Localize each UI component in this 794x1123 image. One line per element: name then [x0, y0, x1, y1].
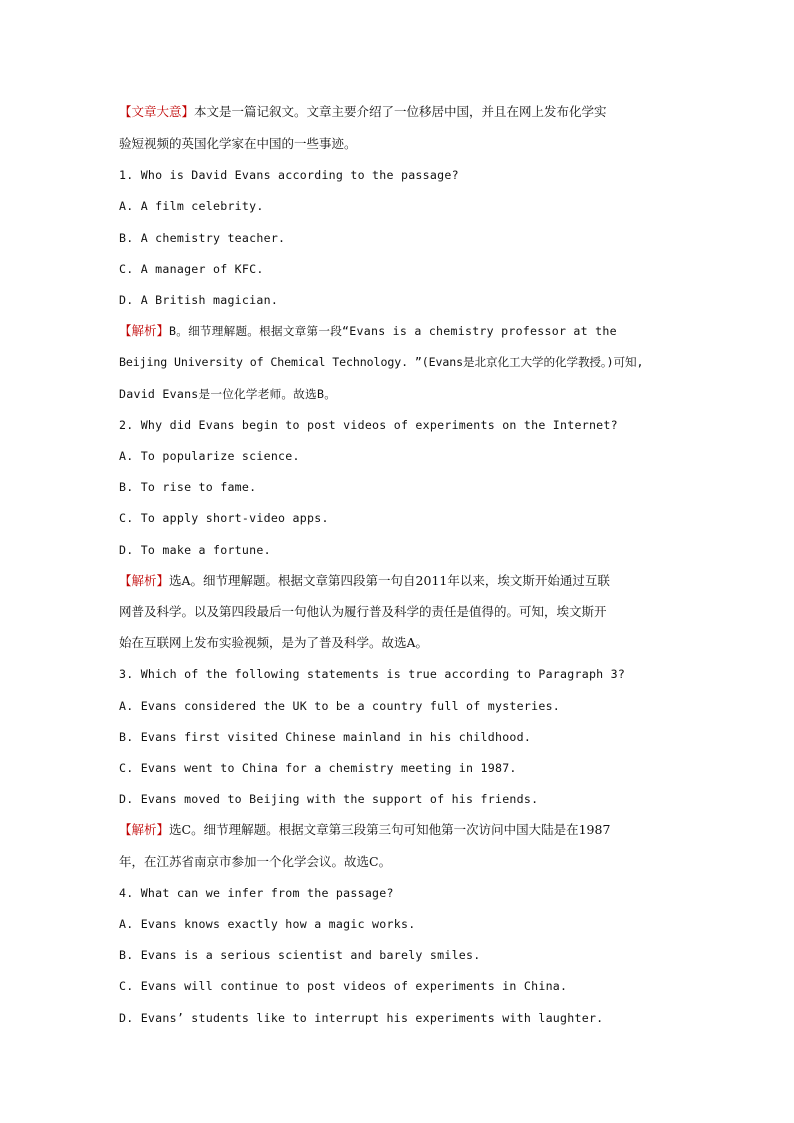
intro-paragraph-line-2: 验短视频的英国化学家在中国的一些事迹。: [119, 136, 357, 151]
question-1-option-c: C. A manager of KFC.: [119, 262, 264, 276]
question-2-option-b: B. To rise to fame.: [119, 480, 257, 494]
question-3-option-b: B. Evans first visited Chinese mainland in his childhood.: [119, 730, 532, 744]
analysis-text: 选A。细节理解题。根据文章第四段第一句自2011年以来，埃文斯开始通过互联: [169, 573, 610, 588]
question-4-option-d: D. Evans’ students like to interrupt his experiments with laughter.: [119, 1011, 604, 1025]
analysis-text: 选C。细节理解题。根据文章第三段第三句可知他第一次访问中国大陆是在1987: [169, 822, 611, 837]
question-3-analysis-line-1: [119, 821, 689, 839]
question-1-analysis-line-2: Beijing University of Chemical Technology. ”(Evans是北京化工大学的化学教授。)可知,: [119, 355, 644, 369]
question-3-option-c: C. Evans went to China for a chemistry meeting in 1987.: [119, 761, 517, 775]
question-1-option-b: B. A chemistry teacher.: [119, 231, 286, 245]
question-2-analysis-line-1: [119, 572, 689, 590]
question-1-stem: 1. Who is David Evans according to the passage?: [119, 168, 459, 182]
question-4-stem: 4. What can we infer from the passage?: [119, 886, 394, 900]
question-4-option-a: A. Evans knows exactly how a magic works.: [119, 917, 416, 931]
question-2-option-a: A. To popularize science.: [119, 449, 300, 463]
question-2-option-d: D. To make a fortune.: [119, 543, 271, 557]
question-1-analysis-line-3: David Evans是一位化学老师。故选B。: [119, 387, 337, 401]
question-3-analysis-line-2: 年，在江苏省南京市参加一个化学会议。故选C。: [119, 854, 392, 869]
intro-text-1: 本文是一篇记叙文。文章主要介绍了一位移居中国，并且在网上发布化学实: [194, 104, 607, 119]
question-1-option-d: D. A British magician.: [119, 293, 279, 307]
question-2-analysis-line-3: 始在互联网上发布实验视频，是为了普及科学。故选A。: [119, 635, 429, 650]
question-3-stem: 3. Which of the following statements is true according to Paragraph 3?: [119, 667, 626, 681]
question-4-option-b: B. Evans is a serious scientist and barely smiles.: [119, 948, 481, 962]
intro-tag: 【文章大意】: [119, 104, 195, 119]
analysis-tag: 【解析】: [119, 822, 170, 837]
analysis-tag: 【解析】: [119, 323, 170, 338]
question-3-option-d: D. Evans moved to Beijing with the support of his friends.: [119, 792, 539, 806]
question-2-analysis-line-2: 网普及科学。以及第四段最后一句他认为履行普及科学的责任是值得的。可知，埃文斯开: [119, 604, 607, 619]
question-4-option-c: C. Evans will continue to post videos of experiments in China.: [119, 979, 568, 993]
question-1-option-a: A. A film celebrity.: [119, 199, 264, 213]
question-2-stem: 2. Why did Evans begin to post videos of experiments on the Internet?: [119, 418, 618, 432]
analysis-tag: 【解析】: [119, 573, 170, 588]
intro-paragraph-line-1: [119, 103, 689, 121]
question-3-option-a: A. Evans considered the UK to be a country full of mysteries.: [119, 699, 561, 713]
question-1-analysis-line-1: [119, 322, 689, 340]
question-2-option-c: C. To apply short-video apps.: [119, 511, 329, 525]
analysis-text: B。细节理解题。根据文章第一段“Evans is a chemistry professor at the: [169, 324, 617, 338]
